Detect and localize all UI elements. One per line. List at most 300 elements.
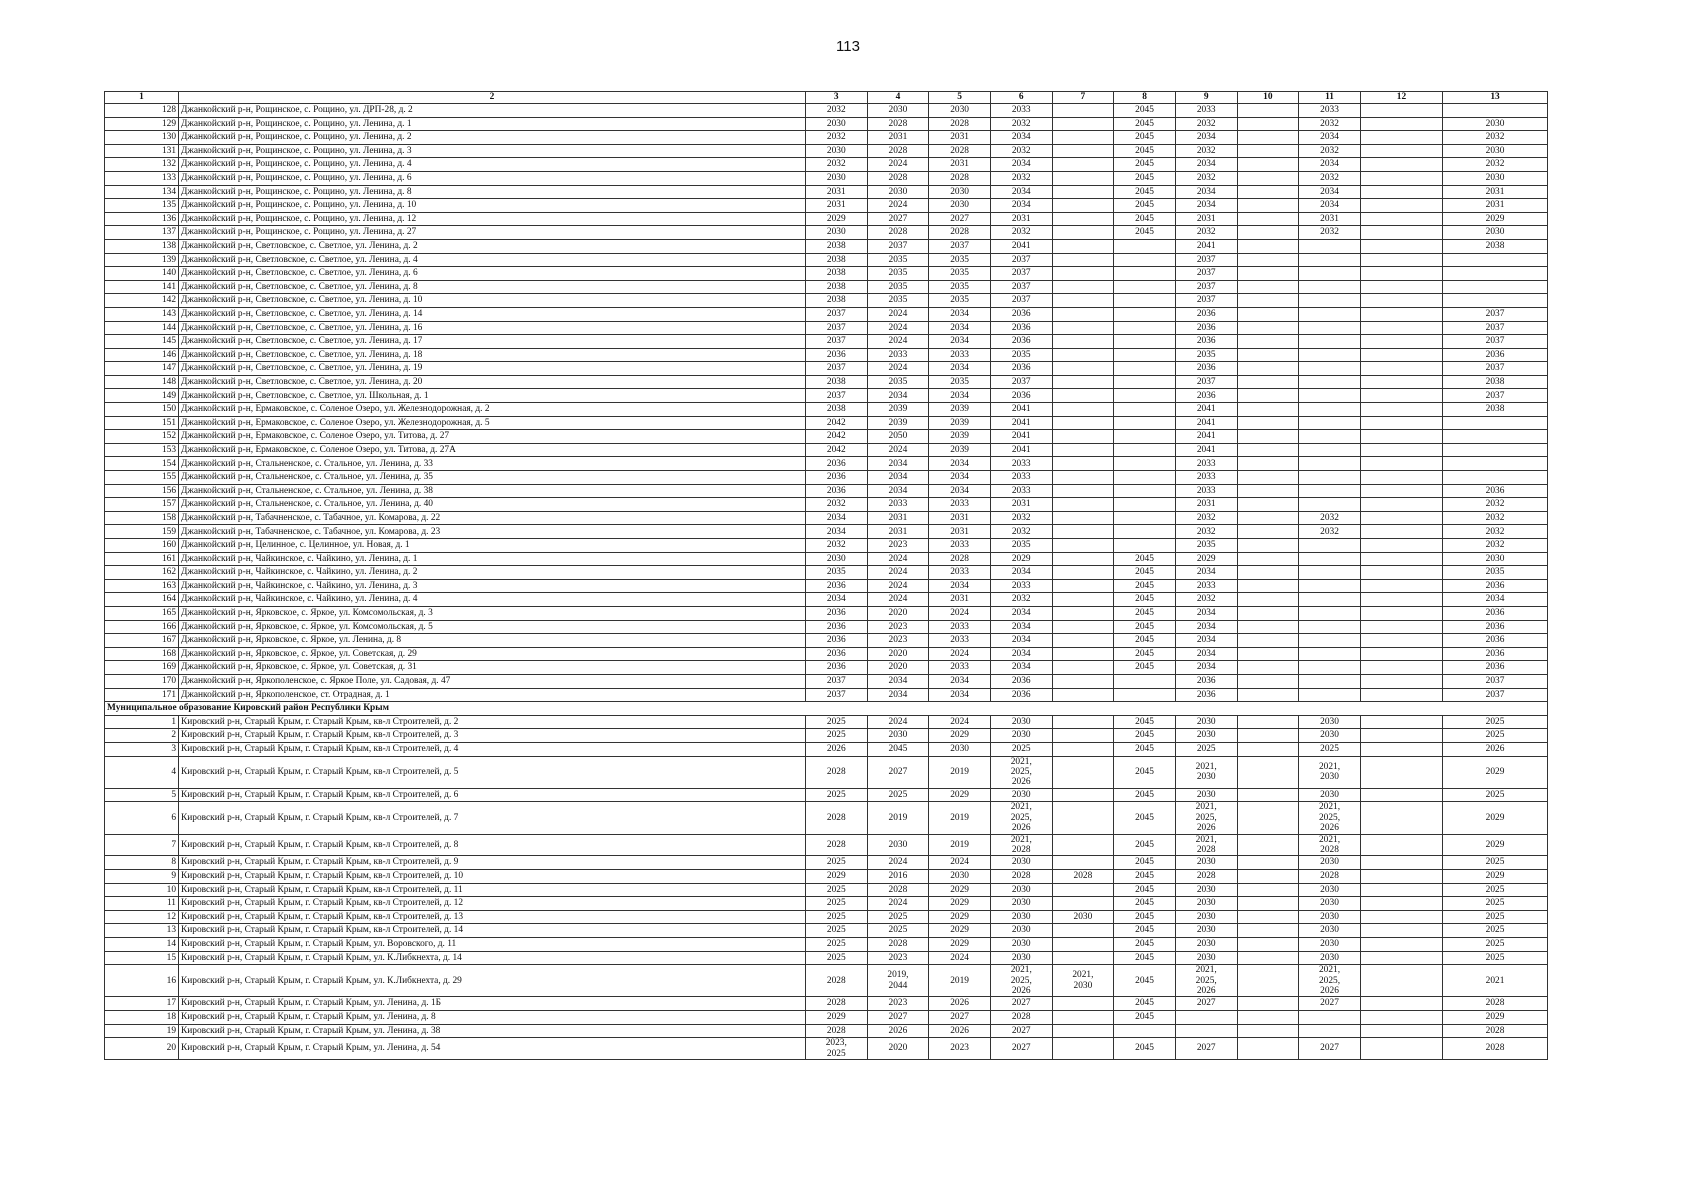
- year-cell-col-13: 2025: [1443, 910, 1548, 924]
- year-cell-col-6: 2041: [990, 239, 1052, 253]
- table-row: [105, 579, 1548, 593]
- year-cell-col-13: [1443, 443, 1548, 457]
- year-cell-col-4: 2024: [867, 443, 929, 457]
- year-cell-col-12: [1360, 471, 1442, 485]
- year-cell-col-13: 2029: [1443, 869, 1548, 883]
- year-cell-col-3: 2030: [805, 226, 867, 240]
- year-cell-col-9: 2034: [1175, 131, 1237, 145]
- year-cell-col-8: [1114, 539, 1176, 553]
- year-cell-col-10: [1237, 788, 1299, 802]
- year-cell-col-3: 2042: [805, 416, 867, 430]
- year-cell-col-13: 2036: [1443, 661, 1548, 675]
- year-cell-col-4: 2020: [867, 661, 929, 675]
- year-cell-col-10: [1237, 171, 1299, 185]
- year-cell-col-12: [1360, 834, 1442, 856]
- year-cell-col-12: [1360, 910, 1442, 924]
- year-cell-col-6: 2034: [990, 566, 1052, 580]
- year-cell-col-9: 2036: [1175, 307, 1237, 321]
- year-cell-col-5: 2034: [929, 321, 991, 335]
- year-cell-col-8: [1114, 307, 1176, 321]
- row-number-cell: 140: [105, 267, 179, 281]
- year-cell-col-6: 2033: [990, 471, 1052, 485]
- year-cell-col-8: [1114, 294, 1176, 308]
- year-cell-col-3: 2042: [805, 443, 867, 457]
- year-cell-col-11: [1299, 1024, 1361, 1038]
- address-cell: Кировский р-н, Старый Крым, г. Старый Крым, кв-л Строителей, д. 10: [179, 869, 806, 883]
- year-cell-col-6: 2028: [990, 1010, 1052, 1024]
- year-cell-col-5: 2039: [929, 403, 991, 417]
- year-cell-col-12: [1360, 362, 1442, 376]
- year-cell-col-8: 2045: [1114, 897, 1176, 911]
- year-cell-col-10: [1237, 620, 1299, 634]
- year-cell-col-13: [1443, 253, 1548, 267]
- year-cell-col-13: [1443, 267, 1548, 281]
- year-cell-col-12: [1360, 430, 1442, 444]
- table-row: [105, 416, 1548, 430]
- address-cell: Джанкойский р-н, Светловское, с. Светлое, ул. Ленина, д. 19: [179, 362, 806, 376]
- address-cell: Кировский р-н, Старый Крым, г. Старый Крым, ул. Ленина, д. 8: [179, 1010, 806, 1024]
- year-cell-col-6: 2037: [990, 375, 1052, 389]
- year-cell-col-7: [1052, 104, 1114, 118]
- year-cell-col-9: 2033: [1175, 471, 1237, 485]
- year-cell-col-6: 2036: [990, 335, 1052, 349]
- address-cell: Джанкойский р-н, Ермаковское, с. Соленое Озеро, ул. Титова, д. 27: [179, 430, 806, 444]
- year-cell-col-9: 2032: [1175, 226, 1237, 240]
- year-cell-col-12: [1360, 606, 1442, 620]
- address-cell: Кировский р-н, Старый Крым, г. Старый Крым, кв-л Строителей, д. 8: [179, 834, 806, 856]
- row-number-cell: 7: [105, 834, 179, 856]
- year-cell-col-5: 2028: [929, 552, 991, 566]
- year-cell-col-6: 2030: [990, 856, 1052, 870]
- table-row: [105, 965, 1548, 997]
- year-cell-col-10: [1237, 471, 1299, 485]
- table-row: [105, 457, 1548, 471]
- year-cell-col-9: 2036: [1175, 335, 1237, 349]
- year-cell-col-9: 2033: [1175, 484, 1237, 498]
- year-cell-col-3: 2029: [805, 212, 867, 226]
- address-cell: Джанкойский р-н, Рощинское, с. Рощино, ул. Ленина, д. 8: [179, 185, 806, 199]
- year-cell-col-9: 2033: [1175, 104, 1237, 118]
- year-cell-col-5: 2023: [929, 1038, 991, 1060]
- address-cell: Джанкойский р-н, Ярковское, с. Яркое, ул. Комсомольская, д. 3: [179, 606, 806, 620]
- year-cell-col-11: 2030: [1299, 951, 1361, 965]
- year-cell-col-5: 2028: [929, 171, 991, 185]
- year-cell-col-3: 2028: [805, 756, 867, 788]
- year-cell-col-13: 2034: [1443, 593, 1548, 607]
- year-cell-col-11: [1299, 661, 1361, 675]
- year-cell-col-13: 2036: [1443, 620, 1548, 634]
- row-number-cell: 130: [105, 131, 179, 145]
- year-cell-col-9: 2036: [1175, 389, 1237, 403]
- year-cell-col-11: [1299, 579, 1361, 593]
- table-row: [105, 280, 1548, 294]
- year-cell-col-13: 2025: [1443, 937, 1548, 951]
- year-cell-col-12: [1360, 457, 1442, 471]
- address-cell: Джанкойский р-н, Стальненское, с. Стальное, ул. Ленина, д. 35: [179, 471, 806, 485]
- table-row: [105, 788, 1548, 802]
- year-cell-col-4: 2024: [867, 593, 929, 607]
- year-cell-col-5: 2033: [929, 566, 991, 580]
- year-cell-col-10: [1237, 910, 1299, 924]
- year-cell-col-7: [1052, 593, 1114, 607]
- year-cell-col-5: 2037: [929, 239, 991, 253]
- year-cell-col-8: [1114, 362, 1176, 376]
- address-cell: Джанкойский р-н, Светловское, с. Светлое, ул. Ленина, д. 20: [179, 375, 806, 389]
- year-cell-col-6: 2027: [990, 1038, 1052, 1060]
- year-cell-col-10: [1237, 647, 1299, 661]
- table-row: [105, 471, 1548, 485]
- year-cell-col-4: 2024: [867, 897, 929, 911]
- year-cell-col-4: 2031: [867, 131, 929, 145]
- year-cell-col-13: 2029: [1443, 1010, 1548, 1024]
- year-cell-col-9: 2037: [1175, 267, 1237, 281]
- year-cell-col-3: 2036: [805, 620, 867, 634]
- year-cell-col-10: [1237, 834, 1299, 856]
- year-cell-col-4: 2025: [867, 910, 929, 924]
- year-cell-col-12: [1360, 498, 1442, 512]
- year-cell-col-6: 2033: [990, 104, 1052, 118]
- row-number-cell: 163: [105, 579, 179, 593]
- year-cell-col-12: [1360, 484, 1442, 498]
- year-cell-col-6: 2034: [990, 185, 1052, 199]
- year-cell-col-11: 2030: [1299, 897, 1361, 911]
- year-cell-col-13: 2025: [1443, 715, 1548, 729]
- year-cell-col-6: 2033: [990, 484, 1052, 498]
- year-cell-col-10: [1237, 1010, 1299, 1024]
- year-cell-col-13: 2025: [1443, 951, 1548, 965]
- year-cell-col-12: [1360, 239, 1442, 253]
- year-cell-col-12: [1360, 965, 1442, 997]
- year-cell-col-6: 2029: [990, 552, 1052, 566]
- year-cell-col-12: [1360, 403, 1442, 417]
- row-number-cell: 20: [105, 1038, 179, 1060]
- year-cell-col-10: [1237, 715, 1299, 729]
- year-cell-col-11: [1299, 375, 1361, 389]
- table-row: [105, 226, 1548, 240]
- address-cell: Джанкойский р-н, Табачненское, с. Табачное, ул. Комарова, д. 23: [179, 525, 806, 539]
- row-number-cell: 133: [105, 171, 179, 185]
- year-cell-col-5: 2034: [929, 457, 991, 471]
- year-cell-col-4: 2026: [867, 1024, 929, 1038]
- year-cell-col-13: 2032: [1443, 498, 1548, 512]
- year-cell-col-10: [1237, 869, 1299, 883]
- address-cell: Джанкойский р-н, Светловское, с. Светлое, ул. Ленина, д. 10: [179, 294, 806, 308]
- year-cell-col-7: [1052, 267, 1114, 281]
- year-cell-col-10: [1237, 883, 1299, 897]
- year-cell-col-5: 2033: [929, 661, 991, 675]
- table-row: [105, 443, 1548, 457]
- year-cell-col-9: 2030: [1175, 897, 1237, 911]
- year-cell-col-11: 2021, 2025, 2026: [1299, 802, 1361, 834]
- table-row: [105, 267, 1548, 281]
- year-cell-col-6: 2036: [990, 688, 1052, 702]
- year-cell-col-6: 2035: [990, 539, 1052, 553]
- year-cell-col-10: [1237, 443, 1299, 457]
- year-cell-col-13: 2037: [1443, 335, 1548, 349]
- year-cell-col-4: 2030: [867, 104, 929, 118]
- table-row: [105, 834, 1548, 856]
- year-cell-col-7: [1052, 1024, 1114, 1038]
- year-cell-col-11: [1299, 321, 1361, 335]
- year-cell-col-13: [1443, 280, 1548, 294]
- row-number-cell: 162: [105, 566, 179, 580]
- year-cell-col-7: [1052, 883, 1114, 897]
- year-cell-col-4: 2035: [867, 294, 929, 308]
- year-cell-col-6: 2030: [990, 951, 1052, 965]
- year-cell-col-11: [1299, 307, 1361, 321]
- year-cell-col-5: 2019: [929, 756, 991, 788]
- year-cell-col-12: [1360, 525, 1442, 539]
- row-number-cell: 139: [105, 253, 179, 267]
- year-cell-col-9: 2030: [1175, 729, 1237, 743]
- year-cell-col-5: 2024: [929, 606, 991, 620]
- year-cell-col-11: [1299, 335, 1361, 349]
- year-cell-col-5: 2027: [929, 1010, 991, 1024]
- table-row: [105, 144, 1548, 158]
- year-cell-col-11: 2030: [1299, 924, 1361, 938]
- year-cell-col-11: 2030: [1299, 729, 1361, 743]
- year-cell-col-12: [1360, 997, 1442, 1011]
- table-row: [105, 856, 1548, 870]
- year-cell-col-8: 2045: [1114, 606, 1176, 620]
- year-cell-col-5: 2031: [929, 158, 991, 172]
- table-row: [105, 294, 1548, 308]
- year-cell-col-10: [1237, 756, 1299, 788]
- year-cell-col-4: 2039: [867, 416, 929, 430]
- year-cell-col-13: 2036: [1443, 484, 1548, 498]
- address-cell: Джанкойский р-н, Рощинское, с. Рощино, ул. Ленина, д. 6: [179, 171, 806, 185]
- year-cell-col-3: 2029: [805, 1010, 867, 1024]
- year-cell-col-7: [1052, 144, 1114, 158]
- year-cell-col-11: 2030: [1299, 937, 1361, 951]
- year-cell-col-7: [1052, 539, 1114, 553]
- table-row: [105, 525, 1548, 539]
- table-row: [105, 375, 1548, 389]
- year-cell-col-4: 2019, 2044: [867, 965, 929, 997]
- year-cell-col-5: 2034: [929, 307, 991, 321]
- year-cell-col-12: [1360, 511, 1442, 525]
- year-cell-col-4: 2033: [867, 498, 929, 512]
- year-cell-col-8: 2045: [1114, 144, 1176, 158]
- address-cell: Кировский р-н, Старый Крым, г. Старый Крым, кв-л Строителей, д. 9: [179, 856, 806, 870]
- address-cell: Джанкойский р-н, Светловское, с. Светлое, ул. Ленина, д. 16: [179, 321, 806, 335]
- table-row: [105, 212, 1548, 226]
- year-cell-col-10: [1237, 729, 1299, 743]
- year-cell-col-9: 2029: [1175, 552, 1237, 566]
- year-cell-col-8: [1114, 443, 1176, 457]
- year-cell-col-6: 2025: [990, 742, 1052, 756]
- year-cell-col-4: 2024: [867, 566, 929, 580]
- address-cell: Джанкойский р-н, Яркополенское, ст. Отрадная, д. 1: [179, 688, 806, 702]
- year-cell-col-8: 2045: [1114, 997, 1176, 1011]
- year-cell-col-8: [1114, 403, 1176, 417]
- year-cell-col-13: 2028: [1443, 997, 1548, 1011]
- year-cell-col-3: 2026: [805, 742, 867, 756]
- row-number-cell: 132: [105, 158, 179, 172]
- year-cell-col-3: 2032: [805, 131, 867, 145]
- row-number-cell: 170: [105, 674, 179, 688]
- year-cell-col-6: 2036: [990, 321, 1052, 335]
- row-number-cell: 154: [105, 457, 179, 471]
- year-cell-col-8: 2045: [1114, 742, 1176, 756]
- address-cell: Джанкойский р-н, Рощинское, с. Рощино, ул. ДРП-28, д. 2: [179, 104, 806, 118]
- year-cell-col-4: 2024: [867, 362, 929, 376]
- year-cell-col-3: 2030: [805, 171, 867, 185]
- year-cell-col-7: [1052, 552, 1114, 566]
- column-header-13: 13: [1443, 92, 1548, 104]
- year-cell-col-13: 2025: [1443, 924, 1548, 938]
- address-cell: Джанкойский р-н, Рощинское, с. Рощино, ул. Ленина, д. 1: [179, 117, 806, 131]
- year-cell-col-4: 2050: [867, 430, 929, 444]
- table-row: [105, 117, 1548, 131]
- year-cell-col-8: 2045: [1114, 647, 1176, 661]
- year-cell-col-3: 2028: [805, 965, 867, 997]
- year-cell-col-6: 2030: [990, 883, 1052, 897]
- year-cell-col-8: 2045: [1114, 856, 1176, 870]
- address-cell: Джанкойский р-н, Стальненское, с. Стальное, ул. Ленина, д. 38: [179, 484, 806, 498]
- year-cell-col-10: [1237, 267, 1299, 281]
- year-cell-col-10: [1237, 965, 1299, 997]
- year-cell-col-3: 2034: [805, 593, 867, 607]
- year-cell-col-5: 2035: [929, 375, 991, 389]
- year-cell-col-5: 2030: [929, 185, 991, 199]
- year-cell-col-11: 2032: [1299, 525, 1361, 539]
- year-cell-col-8: [1114, 471, 1176, 485]
- year-cell-col-9: 2030: [1175, 883, 1237, 897]
- year-cell-col-4: 2034: [867, 457, 929, 471]
- year-cell-col-8: 2045: [1114, 1010, 1176, 1024]
- year-cell-col-3: 2032: [805, 158, 867, 172]
- year-cell-col-6: 2037: [990, 267, 1052, 281]
- row-number-cell: 5: [105, 788, 179, 802]
- year-cell-col-8: 2045: [1114, 104, 1176, 118]
- year-cell-col-11: 2027: [1299, 997, 1361, 1011]
- year-cell-col-6: 2037: [990, 280, 1052, 294]
- table-row: [105, 910, 1548, 924]
- year-cell-col-7: [1052, 647, 1114, 661]
- row-number-cell: 136: [105, 212, 179, 226]
- year-cell-col-10: [1237, 897, 1299, 911]
- table-row: [105, 883, 1548, 897]
- year-cell-col-7: [1052, 802, 1114, 834]
- year-cell-col-9: 2030: [1175, 715, 1237, 729]
- table-row: [105, 742, 1548, 756]
- table-row: [105, 498, 1548, 512]
- year-cell-col-13: 2037: [1443, 688, 1548, 702]
- year-cell-col-7: [1052, 834, 1114, 856]
- year-cell-col-4: 2030: [867, 729, 929, 743]
- year-cell-col-3: 2038: [805, 253, 867, 267]
- year-cell-col-3: 2035: [805, 566, 867, 580]
- address-cell: Джанкойский р-н, Светловское, с. Светлое, ул. Ленина, д. 4: [179, 253, 806, 267]
- year-cell-col-6: 2030: [990, 788, 1052, 802]
- year-cell-col-6: 2030: [990, 729, 1052, 743]
- year-cell-col-11: 2027: [1299, 1038, 1361, 1060]
- address-cell: Кировский р-н, Старый Крым, г. Старый Крым, кв-л Строителей, д. 11: [179, 883, 806, 897]
- column-header-11: 11: [1299, 92, 1361, 104]
- address-cell: Кировский р-н, Старый Крым, г. Старый Крым, кв-л Строителей, д. 13: [179, 910, 806, 924]
- year-cell-col-5: 2029: [929, 729, 991, 743]
- year-cell-col-10: [1237, 131, 1299, 145]
- table-row: [105, 647, 1548, 661]
- year-cell-col-10: [1237, 226, 1299, 240]
- year-cell-col-5: 2019: [929, 834, 991, 856]
- table-row: [105, 321, 1548, 335]
- year-cell-col-9: 2030: [1175, 924, 1237, 938]
- year-cell-col-5: 2033: [929, 539, 991, 553]
- year-cell-col-3: 2034: [805, 525, 867, 539]
- year-cell-col-11: [1299, 539, 1361, 553]
- year-cell-col-13: 2028: [1443, 1024, 1548, 1038]
- year-cell-col-5: 2034: [929, 471, 991, 485]
- year-cell-col-7: [1052, 856, 1114, 870]
- row-number-cell: 18: [105, 1010, 179, 1024]
- year-cell-col-8: 2045: [1114, 1038, 1176, 1060]
- table-row: [105, 171, 1548, 185]
- year-cell-col-11: [1299, 267, 1361, 281]
- year-cell-col-9: 2031: [1175, 212, 1237, 226]
- table-row: [105, 403, 1548, 417]
- year-cell-col-10: [1237, 937, 1299, 951]
- year-cell-col-11: [1299, 674, 1361, 688]
- year-cell-col-3: 2037: [805, 389, 867, 403]
- year-cell-col-3: 2038: [805, 375, 867, 389]
- year-cell-col-13: 2036: [1443, 647, 1548, 661]
- year-cell-col-12: [1360, 924, 1442, 938]
- year-cell-col-4: 2023: [867, 634, 929, 648]
- year-cell-col-11: 2030: [1299, 910, 1361, 924]
- year-cell-col-9: 2027: [1175, 1038, 1237, 1060]
- table-row: [105, 362, 1548, 376]
- year-cell-col-6: 2041: [990, 443, 1052, 457]
- year-cell-col-12: [1360, 226, 1442, 240]
- year-cell-col-9: 2028: [1175, 869, 1237, 883]
- address-cell: Джанкойский р-н, Ярковское, с. Яркое, ул. Комсомольская, д. 5: [179, 620, 806, 634]
- year-cell-col-7: [1052, 1010, 1114, 1024]
- row-number-cell: 4: [105, 756, 179, 788]
- year-cell-col-13: 2032: [1443, 511, 1548, 525]
- year-cell-col-13: 2029: [1443, 756, 1548, 788]
- year-cell-col-9: 2033: [1175, 579, 1237, 593]
- year-cell-col-13: 2038: [1443, 403, 1548, 417]
- row-number-cell: 10: [105, 883, 179, 897]
- year-cell-col-3: 2036: [805, 471, 867, 485]
- year-cell-col-6: 2034: [990, 647, 1052, 661]
- table-row: [105, 1038, 1548, 1060]
- year-cell-col-8: 2045: [1114, 171, 1176, 185]
- year-cell-col-11: [1299, 348, 1361, 362]
- year-cell-col-11: [1299, 1010, 1361, 1024]
- year-cell-col-7: [1052, 389, 1114, 403]
- year-cell-col-6: 2031: [990, 498, 1052, 512]
- year-cell-col-12: [1360, 620, 1442, 634]
- year-cell-col-7: [1052, 185, 1114, 199]
- year-cell-col-10: [1237, 484, 1299, 498]
- year-cell-col-10: [1237, 335, 1299, 349]
- year-cell-col-3: 2032: [805, 104, 867, 118]
- year-cell-col-9: 2037: [1175, 253, 1237, 267]
- column-header-3: 3: [805, 92, 867, 104]
- year-cell-col-9: 2041: [1175, 416, 1237, 430]
- year-cell-col-4: 2028: [867, 144, 929, 158]
- year-cell-col-8: [1114, 239, 1176, 253]
- year-cell-col-8: [1114, 267, 1176, 281]
- year-cell-col-12: [1360, 294, 1442, 308]
- row-number-cell: 152: [105, 430, 179, 444]
- year-cell-col-13: 2032: [1443, 158, 1548, 172]
- year-cell-col-8: [1114, 457, 1176, 471]
- year-cell-col-12: [1360, 253, 1442, 267]
